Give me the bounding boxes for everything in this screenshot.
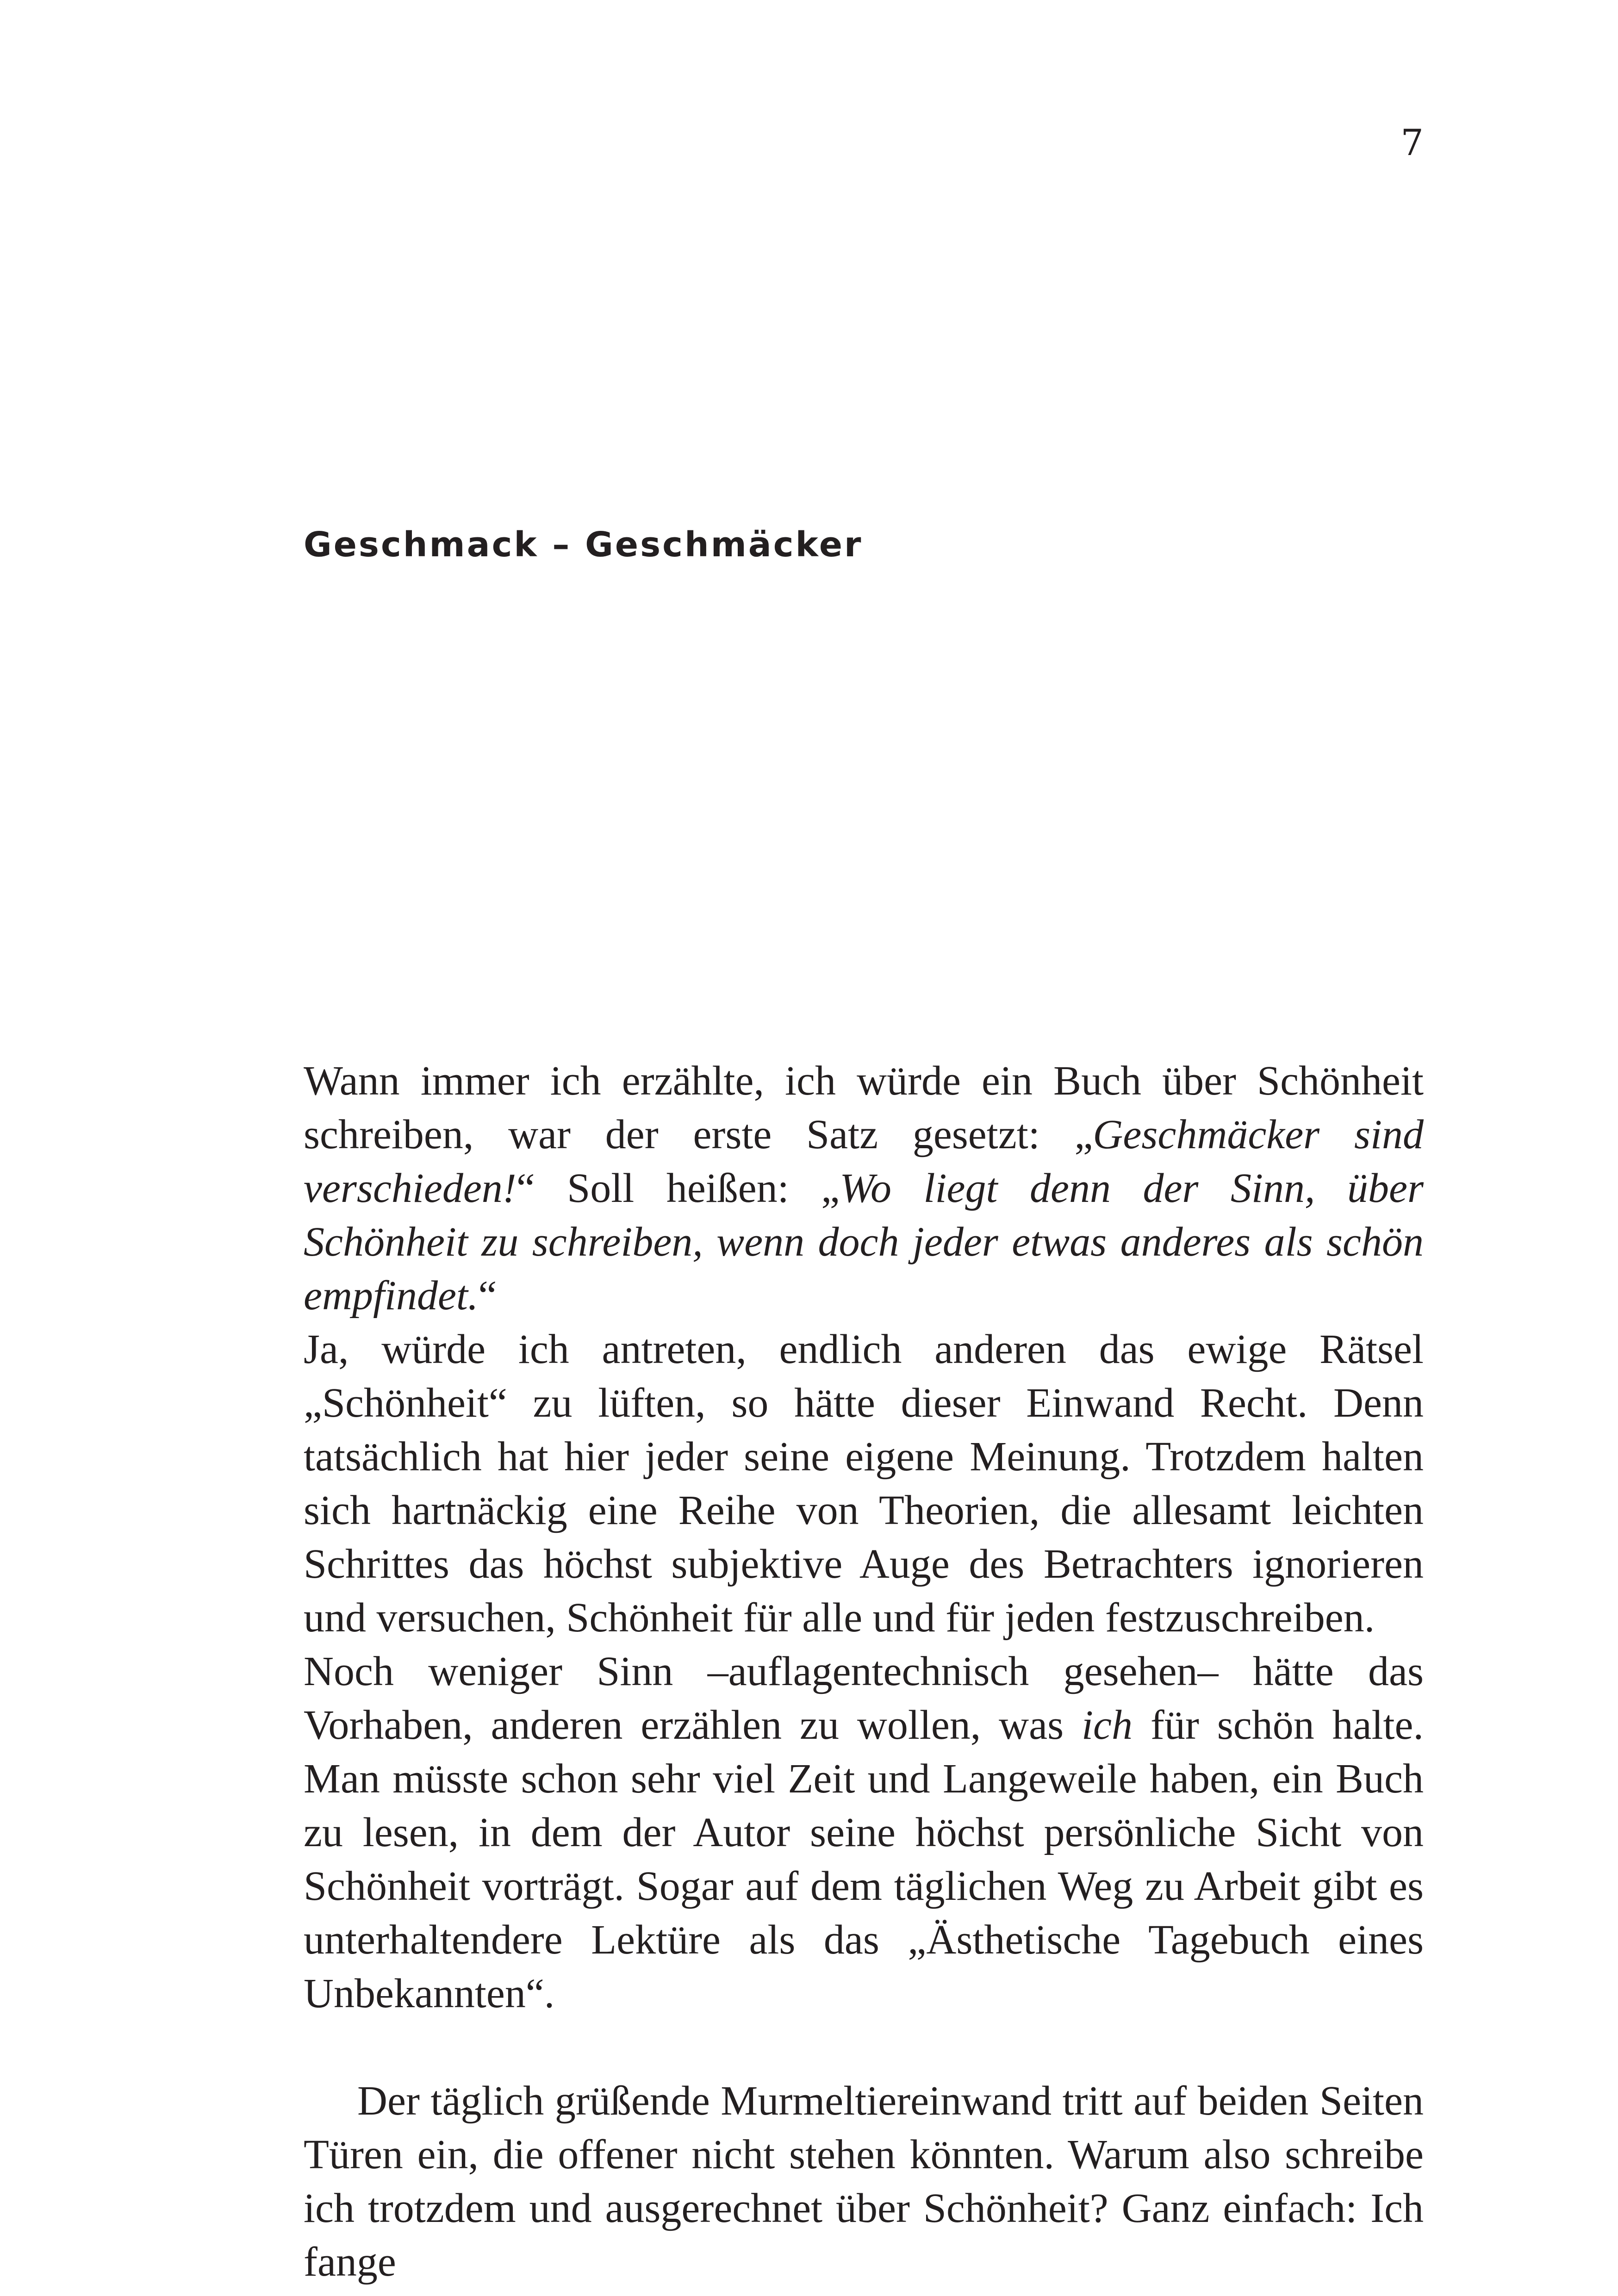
chapter-title: Geschmack – Geschmäcker	[304, 525, 863, 565]
paragraph-1-text-c: “ Soll heißen: „	[516, 1165, 840, 1211]
quote-geschmaecker: Geschmäcker sind verschieden!	[304, 1112, 1424, 1211]
emphasis-ich: ich	[1082, 1702, 1133, 1748]
paragraph-3-text-a: Noch weniger Sinn –auflagentechnisch gesehen– hätte das Vorhaben, anderen erzählen zu wollen, was	[304, 1649, 1424, 1748]
paragraph-1	[304, 1054, 1424, 1323]
paragraph-4: Der täglich grüßende Murmeltiereinwand tritt auf beiden Seiten Türen ein, die offener nicht stehen könnten. Warum also schreibe ich trotzdem und ausgerechnet über Schönheit? Ganz einfach: Ich fange	[304, 2078, 1424, 2285]
body-text	[304, 1054, 1424, 2289]
paragraph-1-text-e: “	[478, 1273, 497, 1319]
paragraph-3-text-c: für schön halte. Man müsste schon sehr viel Zeit und Langeweile haben, ein Buch zu lesen, in dem der Autor seine höchst persönliche Sicht von Schönheit vorträgt. Sogar auf dem täglichen Weg zu Arbeit gibt es unterhaltendere Lektüre als das „Ästhetische Tagebuch eines Unbekannten“.	[304, 1702, 1424, 2016]
paragraph-1-text-a: Wann immer ich erzählte, ich würde ein Buch über Schönheit schreiben, war der erste Satz gesetzt: „	[304, 1058, 1424, 1157]
page-number: 7	[1400, 122, 1424, 164]
quote-wo-liegt-der-sinn: Wo liegt denn der Sinn, über Schönheit zu schreiben, wenn doch jeder etwas anderes als schön empfindet.	[304, 1165, 1424, 1319]
paragraph-2: Ja, würde ich antreten, endlich anderen das ewige Rätsel „Schönheit“ zu lüften, so hätte dieser Einwand Recht. Denn tatsächlich hat hier jeder seine eigene Meinung. Trotzdem halten sich hartnäckig eine Reihe von Theorien, die allesamt leichten Schrittes das höchst subjektive Auge des Betrachters ignorieren und versuchen, Schönheit für alle und für jeden festzuschreiben.	[304, 1326, 1424, 1641]
paragraph-3	[304, 1645, 1424, 2021]
